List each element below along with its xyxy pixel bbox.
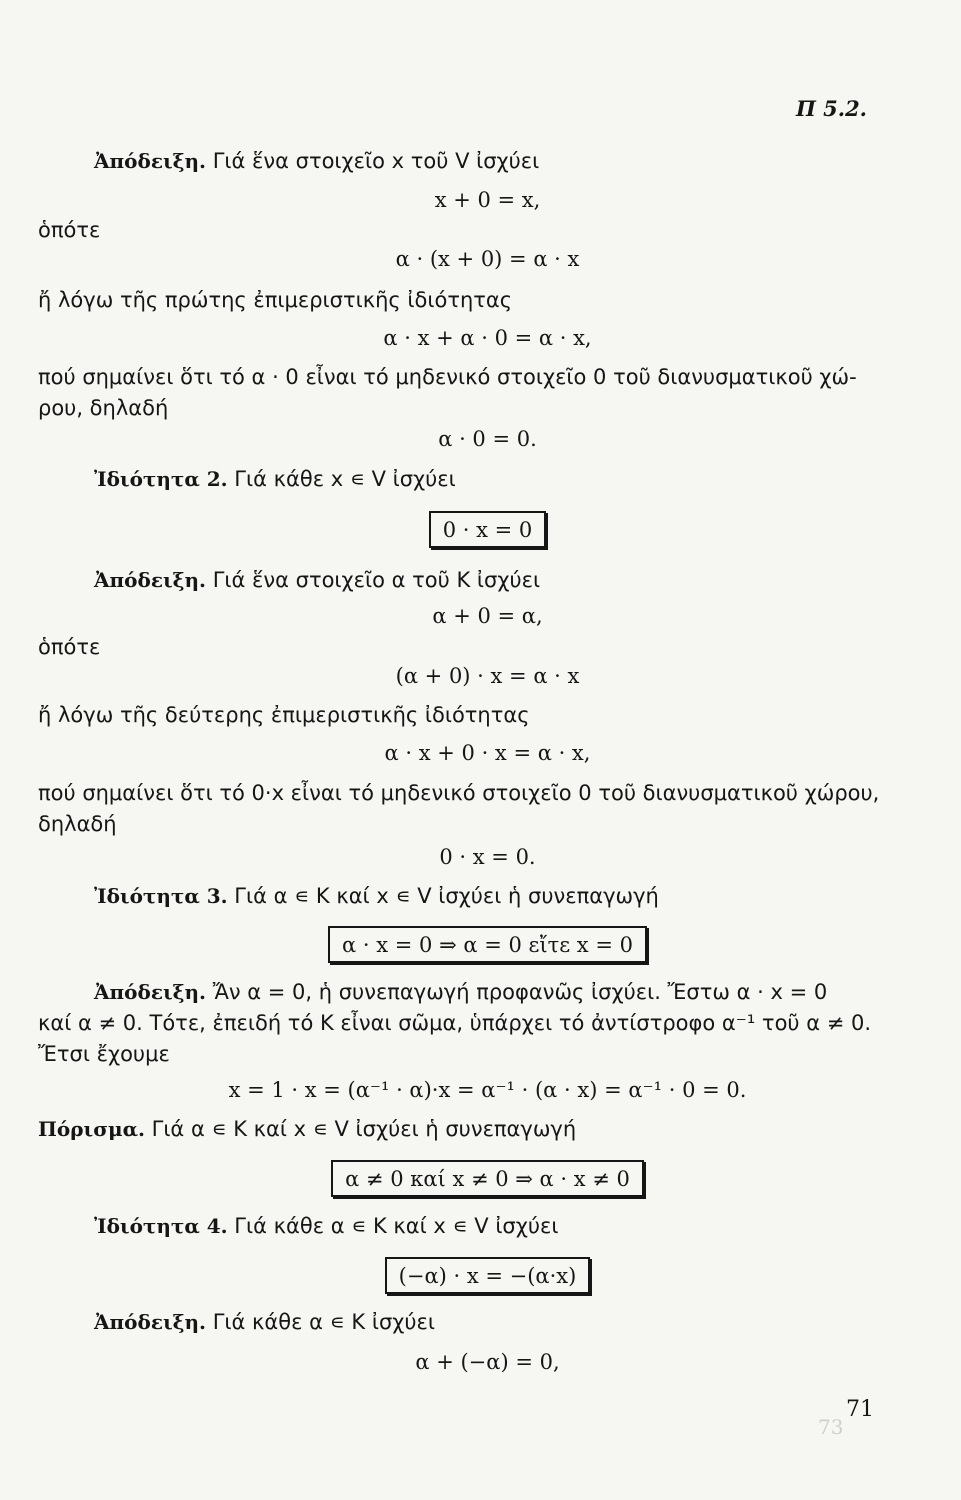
property4-title: Ἰδιότητα 4.: [94, 1214, 228, 1238]
proof2-eq3: α · x + 0 · x = α · x,: [384, 741, 591, 765]
property2-text: Γιά κάθε x ∊ V ἰσχύει: [227, 467, 456, 491]
property3-title: Ἰδιότητα 3.: [94, 884, 228, 908]
proof4-intro-line: [0, 1308, 961, 1336]
page-number: 71: [846, 1397, 874, 1422]
section-label: Π 5.2.: [796, 96, 867, 121]
corollary-boxed-formula: α ≠ 0 καί x ≠ 0 ⇒ α · x ≠ 0: [331, 1160, 644, 1197]
proof1-intro-line: [0, 147, 961, 175]
proof4-title: Ἀπόδειξη.: [94, 1310, 207, 1334]
proof1-title: Ἀπόδειξη.: [94, 149, 207, 173]
corollary-title: Πόρισμα.: [38, 1117, 145, 1141]
proof1-conclusion-2: ρου, δηλαδή: [38, 396, 169, 420]
proof2-conclusion-1: πού σημαίνει ὅτι τό 0·x εἶναι τό μηδενικό στοιχεῖο 0 τοῦ διανυσματικοῦ χώρου,: [38, 781, 880, 805]
proof1-eq4: α · 0 = 0.: [438, 427, 537, 451]
proof3-eq: x = 1 · x = (α⁻¹ · α)·x = α⁻¹ · (α · x) = α⁻¹ · 0 = 0.: [228, 1078, 747, 1102]
property3-box-row: [0, 926, 961, 963]
proof2-eq2: (α + 0) · x = α · x: [395, 664, 580, 688]
corollary-line: [0, 1115, 961, 1143]
proof4-intro: Γιά κάθε α ∊ K ἰσχύει: [206, 1310, 435, 1334]
proof1-conclusion-1: πού σημαίνει ὅτι τό α · 0 εἶναι τό μηδενικό στοιχεῖο 0 τοῦ διανυσματικοῦ χώ-: [38, 365, 857, 389]
ghost-page-mark: 73: [818, 1415, 844, 1439]
proof3-title: Ἀπόδειξη.: [94, 980, 207, 1004]
proof2-opote: ὁπότε: [38, 635, 101, 659]
proof3-line1-text: Ἄν α = 0, ἡ συνεπαγωγή προφανῶς ἰσχύει. Ἔστω α · x = 0: [206, 980, 828, 1004]
property4-boxed-formula: (−α) · x = −(α·x): [385, 1257, 591, 1294]
proof1-eq3: α · x + α · 0 = α · x,: [383, 326, 592, 350]
proof1-reason: ἤ λόγω τῆς πρώτης ἐπιμεριστικῆς ἰδιότητας: [38, 288, 513, 312]
corollary-text: Γιά α ∊ K καί x ∊ V ἰσχύει ἡ συνεπαγωγή: [144, 1117, 577, 1141]
property3-text: Γιά α ∊ K καί x ∊ V ἰσχύει ἡ συνεπαγωγή: [227, 884, 659, 908]
proof2-reason: ἤ λόγω τῆς δεύτερης ἐπιμεριστικῆς ἰδιότητας: [38, 703, 530, 727]
property2-title: Ἰδιότητα 2.: [94, 467, 228, 491]
property2-box-row: [0, 511, 961, 548]
proof3-line1: [0, 978, 961, 1006]
property3-boxed-formula: α · x = 0 ⇒ α = 0 εἴτε x = 0: [328, 926, 647, 963]
property2-line: [0, 465, 961, 493]
proof1-eq1: x + 0 = x,: [434, 188, 541, 212]
proof3-line2: καί α ≠ 0. Τότε, ἐπειδή τό K εἶναι σῶμα, ὑπάρχει τό ἀντίστροφο α⁻¹ τοῦ α ≠ 0.: [38, 1011, 872, 1035]
proof2-intro: Γιά ἕνα στοιχεῖο α τοῦ K ἰσχύει: [206, 568, 541, 592]
property4-text: Γιά κάθε α ∊ K καί x ∊ V ἰσχύει: [227, 1214, 559, 1238]
proof2-intro-line: [0, 566, 961, 594]
proof1-opote: ὁπότε: [38, 218, 101, 242]
property4-line: [0, 1212, 961, 1240]
proof2-eq4: 0 · x = 0.: [439, 845, 536, 869]
proof2-eq1: α + 0 = α,: [432, 604, 543, 628]
proof2-title: Ἀπόδειξη.: [94, 568, 207, 592]
proof1-eq2: α · (x + 0) = α · x: [395, 247, 580, 271]
property2-boxed-formula: 0 · x = 0: [429, 511, 547, 548]
proof3-line3: Ἔτσι ἔχουμε: [38, 1042, 170, 1066]
proof4-eq1: α + (−α) = 0,: [415, 1350, 560, 1374]
property3-line: [0, 882, 961, 910]
corollary-box-row: [0, 1160, 961, 1197]
proof2-conclusion-2: δηλαδή: [38, 812, 117, 836]
proof1-intro: Γιά ἕνα στοιχεῖο x τοῦ V ἰσχύει: [206, 149, 540, 173]
property4-box-row: [0, 1257, 961, 1294]
